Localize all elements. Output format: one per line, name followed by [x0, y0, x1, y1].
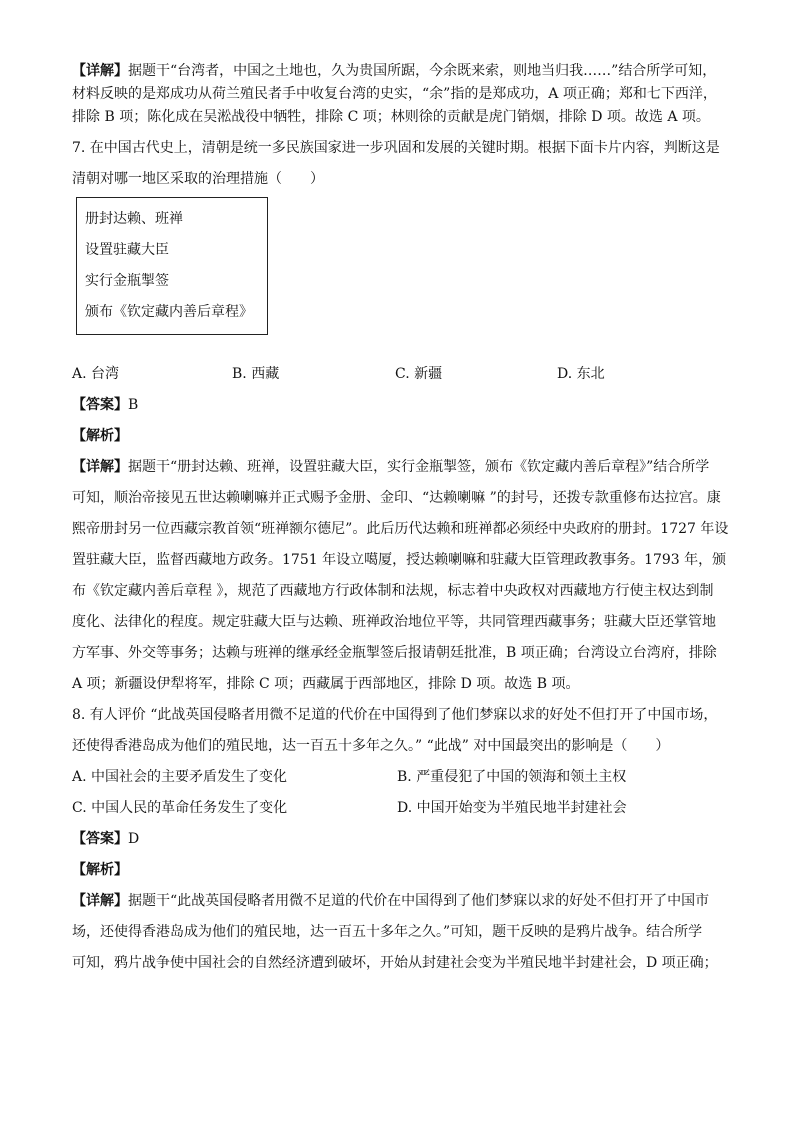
q7-detail-line: 方军事、外交等事务；达赖与班禅的继承经金瓶掣签后报请朝廷批准，B 项正确；台湾设立台湾府，排除	[72, 645, 717, 661]
card-item: 设置驻藏大臣	[85, 242, 169, 258]
detail-tag: 【详解】	[72, 63, 128, 79]
option-a: A. 台湾	[72, 366, 120, 382]
q7-answer	[72, 394, 724, 417]
option-b: B. 严重侵犯了中国的领海和领土主权	[397, 769, 627, 785]
option-c: C. 中国人民的革命任务发生了变化	[72, 800, 288, 816]
q7-stem: 清朝对哪一地区采取的治理措施（ ）	[72, 171, 324, 187]
q8-detail-line	[72, 890, 724, 913]
q7-detail-line: 熙帝册封另一位西藏宗教首领“班禅额尔德尼”。此后历代达赖和班禅都必须经中央政府的册封。1727 年设	[72, 521, 729, 537]
option-d: D. 东北	[557, 366, 605, 382]
card-item: 实行金瓶掣签	[85, 273, 169, 289]
option-c: C. 新疆	[395, 366, 443, 382]
q8-options-row	[72, 797, 724, 820]
q7-detail-line: A 项；新疆设伊犁将军，排除 C 项；西藏属于西部地区，排除 D 项。故选 B 项。	[72, 676, 580, 692]
q7-info-card	[76, 197, 268, 335]
q6-detail-text: 据题干“台湾者，中国之土地也，久为贵国所踞，今余既来索，则地当归我……”结合所学可知，	[128, 63, 717, 79]
q8-stem: 8. 有人评价 “此战英国侵略者用微不足道的代价在中国得到了他们梦寐以求的好处不但打开了中国市场，	[72, 707, 718, 723]
option-d: D. 中国开始变为半殖民地半封建社会	[397, 800, 627, 816]
q7-detail-line	[72, 456, 724, 479]
q6-detail-line	[72, 60, 724, 83]
q7-detail-line: 可知，顺治帝接见五世达赖喇嘛并正式赐予金册、金印、“达赖喇嘛 ”的封号，还拨专款重修布达拉宫。康	[72, 490, 721, 506]
q8-detail-line: 场，还使得香港岛成为他们的殖民地，达一百五十多年之久。”可知，题干反映的是鸦片战争。结合所学	[72, 924, 703, 940]
q8-detail-line: 可知，鸦片战争使中国社会的自然经济遭到破坏，开始从封建社会变为半殖民地半封建社会，D 项正确；	[72, 955, 718, 971]
q7-stem: 7. 在中国古代史上，清朝是统一多民族国家进一步巩固和发展的关键时期。根据下面卡片内容，判断这是	[72, 140, 720, 156]
q8-analysis-tag: 【解析】	[72, 862, 128, 878]
answer-value: B	[128, 397, 139, 413]
q6-detail-line: 排除 B 项；陈化成在吴淞战役中牺牲，排除 C 项；林则徐的贡献是虎门销烟，排除 D 项。故选 A 项。	[72, 109, 710, 125]
detail-tag: 【详解】	[72, 459, 128, 475]
q7-options	[72, 363, 724, 386]
q8-answer	[72, 828, 724, 851]
q6-detail-line: 材料反映的是郑成功从荷兰殖民者手中收复台湾的史实，“余”指的是郑成功，A 项正确；郑和七下西洋，	[72, 86, 717, 102]
answer-value: D	[128, 831, 140, 847]
detail-tag: 【详解】	[72, 893, 128, 909]
q7-detail-text: 据题干“册封达赖、班禅，设置驻藏大臣，实行金瓶掣签，颁布《钦定藏内善后章程》”结合所学	[128, 459, 710, 475]
q8-stem: 还使得香港岛成为他们的殖民地，达一百五十多年之久。” “此战” 对中国最突出的影响是（ ）	[72, 738, 670, 754]
q7-detail-line: 置驻藏大臣，监督西藏地方政务。1751 年设立噶厦，授达赖喇嘛和驻藏大臣管理政教事务。1793 年，颁	[72, 552, 727, 568]
document-page	[72, 60, 729, 975]
card-item: 颁布《钦定藏内善后章程》	[85, 304, 253, 320]
card-item: 册封达赖、班禅	[85, 211, 183, 227]
answer-tag: 【答案】	[72, 397, 128, 413]
q7-detail-line: 度化、法律化的程度。规定驻藏大臣与达赖、班禅政治地位平等，共同管理西藏事务；驻藏大臣还掌管地	[72, 614, 716, 630]
q8-detail-text: 据题干“此战英国侵略者用微不足道的代价在中国得到了他们梦寐以求的好处不但打开了中国市	[128, 893, 710, 909]
q7-detail-line: 布《钦定藏内善后章程 》，规范了西藏地方行政体制和法规，标志着中央政权对西藏地方行使主权达到制	[72, 583, 714, 599]
option-b: B. 西藏	[232, 366, 280, 382]
answer-tag: 【答案】	[72, 831, 128, 847]
q7-analysis-tag: 【解析】	[72, 428, 128, 444]
option-a: A. 中国社会的主要矛盾发生了变化	[72, 769, 288, 785]
q8-options-row	[72, 766, 724, 789]
